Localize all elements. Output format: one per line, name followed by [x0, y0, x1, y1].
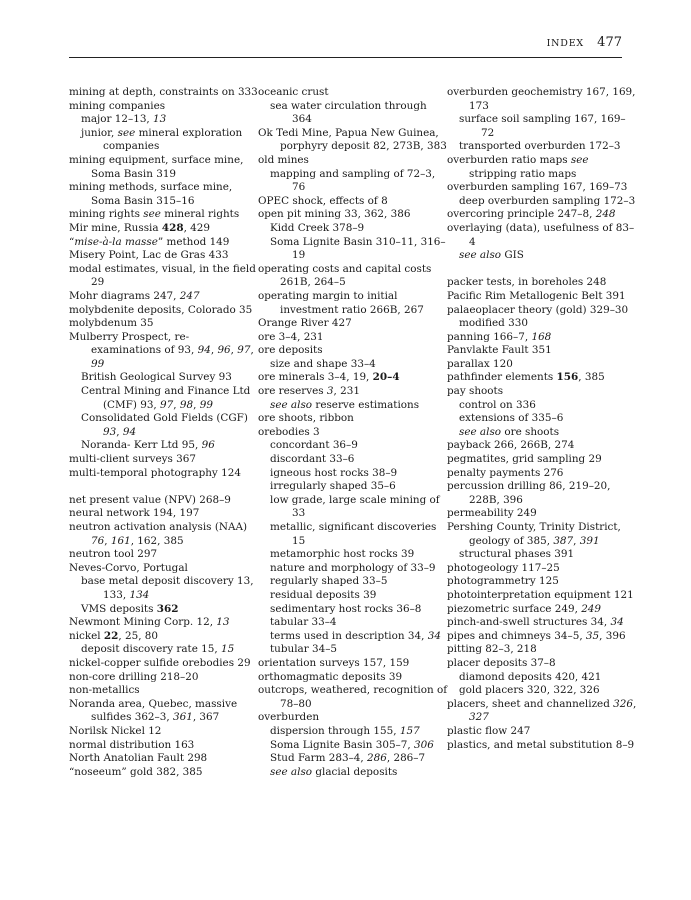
index-entry: overburden geochemistry 167, 169, 173 — [447, 86, 636, 112]
index-entry: Orange River 427 — [258, 317, 352, 330]
index-entry: open pit mining 33, 362, 386 — [258, 208, 411, 221]
page-number: 477 — [597, 35, 622, 50]
index-entry: ore deposits — [258, 344, 323, 357]
index-entry: Noranda area, Quebec, massive sulfides 362–3, 361, 367 — [69, 697, 238, 724]
index-subentry: British Geological Survey 93 — [81, 371, 232, 384]
index-entry: net present value (NPV) 268–9 — [69, 493, 231, 506]
index-subentry: see also reserve estimations — [270, 398, 420, 411]
index-subentry: residual deposits 39 — [270, 588, 377, 601]
index-subentry: Soma Lignite Basin 305–7, 306 — [270, 738, 434, 751]
index-entry: overburden — [258, 711, 320, 724]
index-subentry: extensions of 335–6 — [459, 412, 564, 425]
index-entry: ore 3–4, 231 — [258, 330, 324, 343]
header-label: INDEX — [546, 38, 584, 49]
index-subentry: Kidd Creek 378–9 — [270, 221, 365, 234]
index-entry: non-core drilling 218–20 — [69, 670, 199, 683]
index-entry: neural network 194, 197 — [69, 507, 200, 520]
index-entry: Mohr diagrams 247, 247 — [69, 289, 200, 302]
index-entry: molybdenum 35 — [69, 317, 154, 330]
index-entry: pipes and chimneys 34–5, 35, 396 — [447, 629, 626, 642]
index-entry: orebodies 3 — [258, 425, 320, 438]
index-entry: mining rights see mineral rights — [69, 208, 240, 221]
index-entry: photointerpretation equipment 121 — [447, 588, 634, 601]
index-entry: overcoring principle 247–8, 248 — [447, 208, 616, 221]
index-entry: packer tests, in boreholes 248 — [447, 276, 607, 289]
index-entry: pitting 82–3, 218 — [447, 643, 537, 656]
index-subentry: Noranda- Kerr Ltd 95, 96 — [81, 439, 215, 452]
index-subentry: junior, see mineral exploration companies — [81, 126, 243, 153]
index-entry: “noseeum” gold 382, 385 — [69, 765, 203, 778]
index-entry: non-metallics — [69, 684, 140, 697]
index-entry: “mise-à-la masse” method 149 — [69, 235, 230, 248]
index-entry: mining methods, surface mine, Soma Basin 315–16 — [69, 181, 233, 207]
index-entry: palaeoplacer theory (gold) 329–30 — [447, 303, 629, 316]
index-entry: placers, sheet and channelized 326, 327 — [447, 697, 637, 724]
index-column-3 — [447, 86, 637, 752]
index-entry: photogrammetry 125 — [447, 575, 559, 588]
index-entry: operating costs and capital costs 261B, 264–5 — [258, 262, 432, 289]
index-entry: nickel 22, 25, 80 — [69, 629, 159, 642]
index-subentry: dispersion through 155, 157 — [270, 724, 420, 737]
index-subentry: base metal deposit discovery 13, 133, 134 — [81, 575, 254, 601]
index-entry: nickel-copper sulfide orebodies 29 — [69, 656, 251, 669]
index-entry: pathfinder elements 156, 385 — [447, 371, 605, 384]
index-subentry: control on 336 — [459, 398, 536, 411]
index-subentry: Soma Lignite Basin 310–11, 316–19 — [270, 235, 446, 262]
index-entry: operating margin to initial investment ratio 266B, 267 — [258, 289, 424, 316]
index-entry: Pacific Rim Metallogenic Belt 391 — [447, 289, 626, 302]
index-entry: outcrops, weathered, recognition of 78–80 — [258, 684, 448, 710]
index-entry: mining at depth, constraints on 333 — [69, 86, 258, 98]
index-subentry: regularly shaped 33–5 — [270, 575, 388, 588]
index-subentry: see also ore shoots — [459, 425, 560, 438]
index-entry: Norilsk Nickel 12 — [69, 724, 162, 737]
index-subentry: Central Mining and Finance Ltd (CMF) 93, 97, 98, 99 — [81, 385, 251, 411]
index-entry: Mulberry Prospect, re-examinations of 93, 94, 96, 97, 99 — [69, 330, 254, 370]
index-entry: North Anatolian Fault 298 — [69, 752, 208, 765]
index-subentry: major 12–13, 13 — [81, 113, 167, 126]
index-subentry: discordant 33–6 — [270, 453, 355, 466]
index-subentry: surface soil sampling 167, 169–72 — [459, 113, 626, 139]
index-entry: neutron activation analysis (NAA) 76, 161, 162, 385 — [69, 521, 248, 547]
index-entry: normal distribution 163 — [69, 738, 195, 751]
index-column-2 — [258, 86, 448, 779]
index-subentry: diamond deposits 420, 421 — [459, 670, 602, 683]
index-entry: overlaying (data), usefulness of 83–4 — [447, 221, 635, 248]
index-subentry: sedimentary host rocks 36–8 — [270, 602, 422, 615]
index-subentry: igneous host rocks 38–9 — [270, 466, 398, 479]
index-entry: orientation surveys 157, 159 — [258, 656, 410, 669]
index-entry: Ok Tedi Mine, Papua New Guinea, porphyry deposit 82, 273B, 383 — [258, 126, 447, 153]
index-entry: ore reserves 3, 231 — [258, 385, 360, 398]
index-entry: old mines — [258, 153, 309, 166]
index-entry: penalty payments 276 — [447, 466, 564, 479]
index-entry: overburden sampling 167, 169–73 — [447, 181, 628, 194]
index-entry: molybdenite deposits, Colorado 35 — [69, 303, 253, 316]
index-entry: plastics, and metal substitution 8–9 — [447, 738, 635, 751]
index-entry: parallax 120 — [447, 357, 513, 370]
index-entry: ore minerals 3–4, 19, 20–4 — [258, 371, 400, 384]
index-entry: Panvlakte Fault 351 — [447, 344, 552, 357]
index-subentry: gold placers 320, 322, 326 — [459, 684, 600, 697]
index-subentry: VMS deposits 362 — [81, 602, 179, 615]
index-entry: Neves-Corvo, Portugal — [69, 561, 188, 574]
index-subentry: metallic, significant discoveries 15 — [270, 521, 437, 547]
index-subentry: terms used in description 34, 34 — [270, 629, 441, 642]
index-entry: OPEC shock, effects of 8 — [258, 194, 388, 207]
index-subentry: see also GIS — [459, 249, 524, 262]
index-subentry: Stud Farm 283–4, 286, 286–7 — [270, 752, 426, 765]
index-entry: Mir mine, Russia 428, 429 — [69, 221, 211, 234]
index-entry: multi-client surveys 367 — [69, 453, 197, 466]
index-subentry: modified 330 — [459, 317, 528, 330]
index-entry: Pershing County, Trinity District, geology of 385, 387, 391 — [447, 521, 621, 547]
index-entry: panning 166–7, 168 — [447, 330, 552, 343]
index-subentry: metamorphic host rocks 39 — [270, 548, 415, 561]
index-subentry: see also glacial deposits — [270, 765, 398, 778]
index-subentry: sea water circulation through 364 — [270, 99, 427, 126]
index-subentry: mapping and sampling of 72–3, 76 — [270, 167, 436, 194]
index-subentry: low grade, large scale mining of 33 — [270, 493, 440, 520]
index-entry: Newmont Mining Corp. 12, 13 — [69, 616, 230, 629]
index-entry: oceanic crust — [258, 86, 329, 98]
index-column-1 — [69, 86, 259, 779]
index-entry: payback 266, 266B, 274 — [447, 439, 575, 452]
index-entry: orthomagmatic deposits 39 — [258, 670, 403, 683]
running-header — [69, 33, 622, 58]
index-entry: plastic flow 247 — [447, 724, 531, 737]
index-entry: piezometric surface 249, 249 — [447, 602, 602, 615]
index-subentry: nature and morphology of 33–9 — [270, 561, 436, 574]
index-entry: placer deposits 37–8 — [447, 656, 556, 669]
index-entry: permeability 249 — [447, 507, 537, 520]
index-entry: Misery Point, Lac de Gras 433 — [69, 249, 229, 262]
index-subentry: tubular 34–5 — [270, 643, 338, 656]
index-entry: multi-temporal photography 124 — [69, 466, 241, 479]
index-subentry: deposit discovery rate 15, 15 — [81, 643, 235, 656]
index-entry: mining companies — [69, 99, 166, 112]
index-subentry: transported overburden 172–3 — [459, 140, 621, 153]
index-entry: photogeology 117–25 — [447, 561, 560, 574]
index-entry: pinch-and-swell structures 34, 34 — [447, 616, 624, 629]
index-entry: modal estimates, visual, in the field 29 — [69, 262, 256, 289]
index-entry: percussion drilling 86, 219–20, 228B, 396 — [447, 480, 611, 506]
index-subentry: deep overburden sampling 172–3 — [459, 194, 636, 207]
index-subentry: size and shape 33–4 — [270, 357, 376, 370]
index-entry: overburden ratio maps see stripping ratio maps — [447, 153, 589, 180]
index-subentry: tabular 33–4 — [270, 616, 337, 629]
index-entry: pegmatites, grid sampling 29 — [447, 453, 602, 466]
index-entry: pay shoots — [447, 385, 504, 398]
index-subentry: concordant 36–9 — [270, 439, 358, 452]
index-entry: mining equipment, surface mine, Soma Basin 319 — [69, 153, 244, 180]
index-subentry: structural phases 391 — [459, 548, 575, 561]
index-entry: ore shoots, ribbon — [258, 412, 354, 425]
index-subentry: Consolidated Gold Fields (CGF) 93, 94 — [81, 412, 248, 438]
index-subentry: irregularly shaped 35–6 — [270, 480, 396, 493]
index-entry: neutron tool 297 — [69, 548, 158, 561]
